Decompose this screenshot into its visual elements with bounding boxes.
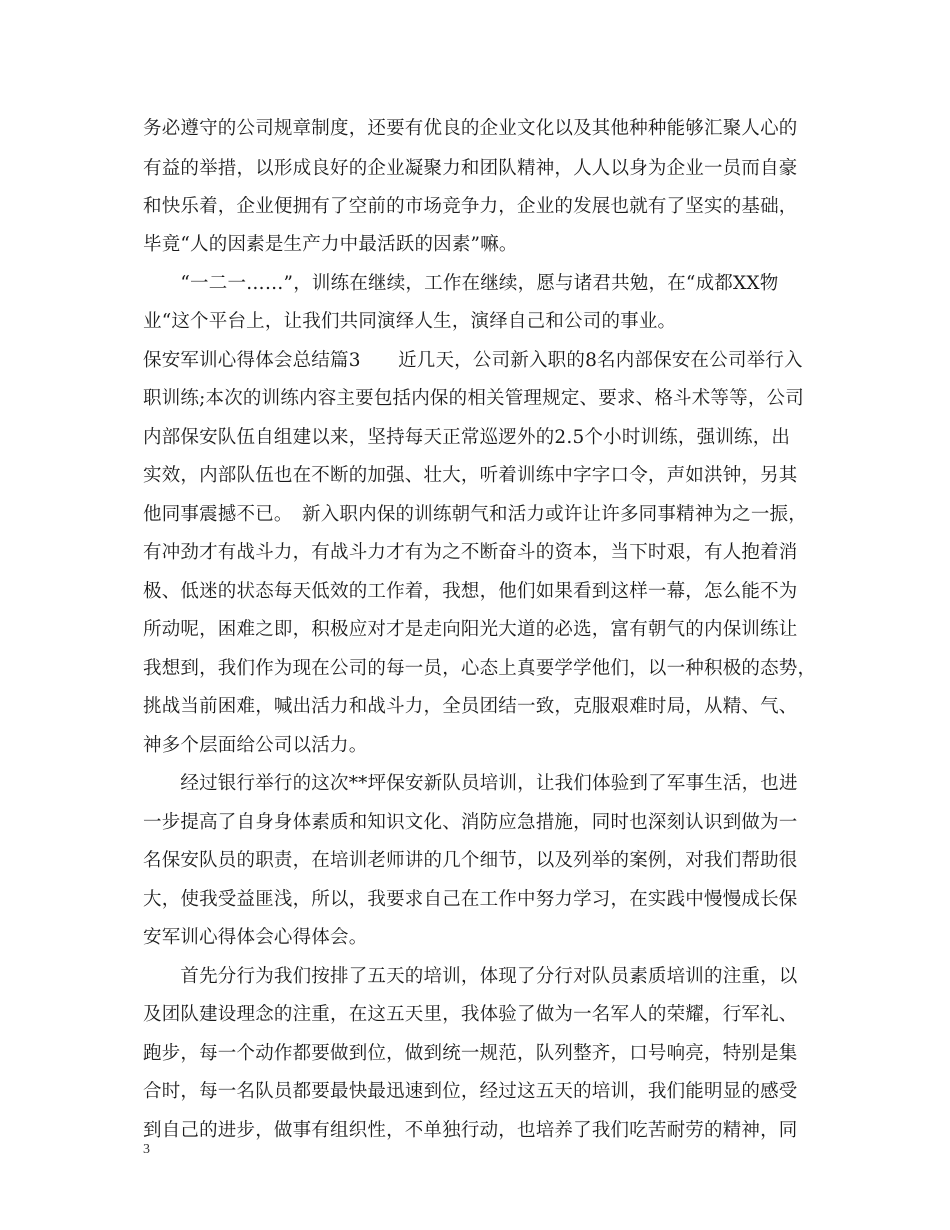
text-line: 业“这个平台上，让我们共同演绎人生，演绎自己和公司的事业。 bbox=[143, 311, 677, 332]
page-number: 3 bbox=[143, 1142, 150, 1157]
text-line: “一二一……”，训练在继续，工作在继续，愿与诸君共勉，在“成都XX物 bbox=[143, 273, 779, 294]
text-line: 毕竟“人的因素是生产力中最活跃的因素”嘛。 bbox=[143, 234, 518, 255]
text-line: 实效，内部队伍也在不断的加强、壮大，听着训练中字字口令，声如洪钟，另其 bbox=[143, 465, 798, 486]
text-line: 经过银行举行的这次**坪保安新队员培训，让我们体验到了军事生活，也进 bbox=[143, 773, 798, 794]
text-line: 到自己的进步，做事有组织性，不单独行动，也培养了我们吃苦耐劳的精神，同 bbox=[143, 1120, 798, 1141]
text-line: 名保安队员的职责，在培训老师讲的几个细节，以及列举的案例，对我们帮助很 bbox=[143, 850, 798, 871]
text-line: 我想到，我们作为现在公司的每一员，心态上真要学学他们，以一种积极的态势， bbox=[143, 658, 817, 679]
text-line: 一步提高了自身身体素质和知识文化、消防应急措施，同时也深刻认识到做为一 bbox=[143, 812, 798, 833]
text-line: 极、低迷的状态每天低效的工作着，我想，他们如果看到这样一幕，怎么能不为 bbox=[143, 581, 798, 602]
text-line: 及团队建设理念的注重，在这五天里，我体验了做为一名军人的荣耀，行军礼、 bbox=[143, 1004, 798, 1025]
text-line: 神多个层面给公司以活力。 bbox=[143, 735, 368, 756]
text-line: 挑战当前困难，喊出活力和战斗力，全员团结一致，克服艰难时局，从精、气、 bbox=[143, 696, 798, 717]
text-line: 安军训心得体会心得体会。 bbox=[143, 927, 368, 948]
text-line: 和快乐着，企业便拥有了空前的市场竞争力，企业的发展也就有了坚实的基础， bbox=[143, 196, 798, 217]
text-line: 所动呢，困难之即，积极应对才是走向阳光大道的必选，富有朝气的内保训练让 bbox=[143, 619, 798, 640]
text-line: 大，使我受益匪浅，所以，我要求自己在工作中努力学习，在实践中慢慢成长保 bbox=[143, 889, 798, 910]
text-line: 有益的举措，以形成良好的企业凝聚力和团队精神，人人以身为企业一员而自豪 bbox=[143, 158, 798, 179]
text-line: 保安军训心得体会总结篇3 近几天，公司新入职的8名内部保安在公司举行入 bbox=[143, 350, 803, 371]
text-line: 首先分行为我们按排了五天的培训，体现了分行对队员素质培训的注重，以 bbox=[143, 966, 798, 987]
text-line: 有冲劲才有战斗力，有战斗力才有为之不断奋斗的资本，当下时艰，有人抱着消 bbox=[143, 542, 798, 563]
text-line: 他同事震撼不已。 新入职内保的训练朝气和活力或许让许多同事精神为之一振， bbox=[143, 504, 807, 525]
text-line: 内部保安队伍自组建以来，坚持每天正常巡逻外的2.5个小时训练，强训练，出 bbox=[143, 427, 791, 448]
text-line: 务必遵守的公司规章制度，还要有优良的企业文化以及其他种种能够汇聚人心的 bbox=[143, 118, 798, 139]
text-line: 职训练;本次的训练内容主要包括内保的相关管理规定、要求、格斗术等等，公司 bbox=[143, 388, 804, 409]
text-line: 跑步，每一个动作都要做到位，做到统一规范，队列整齐，口号响亮，特别是集 bbox=[143, 1043, 798, 1064]
text-line: 合时，每一名队员都要最快最迅速到位，经过这五天的培训，我们能明显的感受 bbox=[143, 1081, 798, 1102]
